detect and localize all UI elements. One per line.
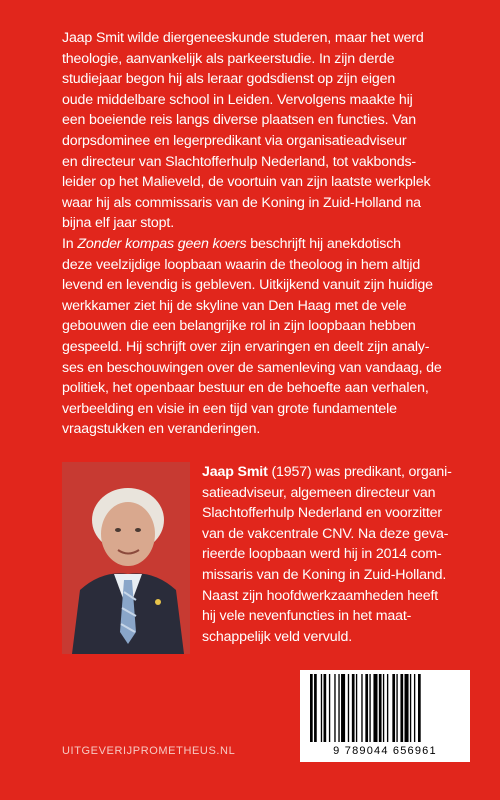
barcode <box>300 670 470 762</box>
author-section <box>62 462 462 662</box>
blurb-rest: beschrijft hij anekdotisch deze veelzijdige loopbaan waarin de theoloog in hem altijd levend en levendig is gebleven. Uitkijkend vanuit zijn huidige werkkamer ziet hij de skyline van Den Haag met de vele gebouwen die een belangrijke rol in zijn loopbaan hebben gespeeld. Hij schrijft over zijn ervaringen en deelt zijn analy- ses en beschouwingen over de samenleving van vandaag, de politiek, het openbaar bestuur en de behoefte aan verhalen, verbeelding en visie in een tijd van grote fundamentele vraagstukken en veranderingen. <box>62 235 442 438</box>
author-bio <box>202 462 464 647</box>
barcode-bars <box>306 674 464 742</box>
blurb-intro: In <box>62 235 78 252</box>
author-bio-text: (1957) was predikant, organi- satieadviseur, algemeen directeur van Slachtofferhulp Nederland en voorzitter van de vakcentrale CNV. Na deze geva- rieerde loopbaan werd hij in 2014 com- missaris van de Koning in Zuid-Holland. Naast zijn hoofdwerkzaamheden heeft hij vele nevenfuncties in het maat- schappelijk veld vervuld. <box>202 464 452 645</box>
author-name: Jaap Smit <box>202 464 268 480</box>
publisher-url: UITGEVERIJPROMETHEUS.NL <box>62 745 236 757</box>
blurb-paragraph-2 <box>62 234 462 440</box>
blurb-paragraph-1: Jaap Smit wilde diergeneeskunde studeren, maar het werd theologie, aanvankelijk als parkeerstudie. In zijn derde studiejaar begon hij als leraar godsdienst op zijn eigen oude middelbare school in Leiden. Vervolgens maakte hij een boeiende reis langs diverse plaatsen en functies. Van dorpsdominee en legerpredikant via organisatieadviseur en directeur van Slachtofferhulp Nederland, tot vakbonds- leider op het Malieveld, de voortuin van zijn laatste werkplek waar hij als commissaris van de Koning in Zuid-Holland na bijna elf jaar stopt. <box>62 30 431 232</box>
author-photo <box>62 462 190 654</box>
book-title: Zonder kompas geen koers <box>77 235 247 252</box>
isbn-number: 9 789044 656961 <box>333 745 437 757</box>
blurb-text <box>62 28 462 440</box>
